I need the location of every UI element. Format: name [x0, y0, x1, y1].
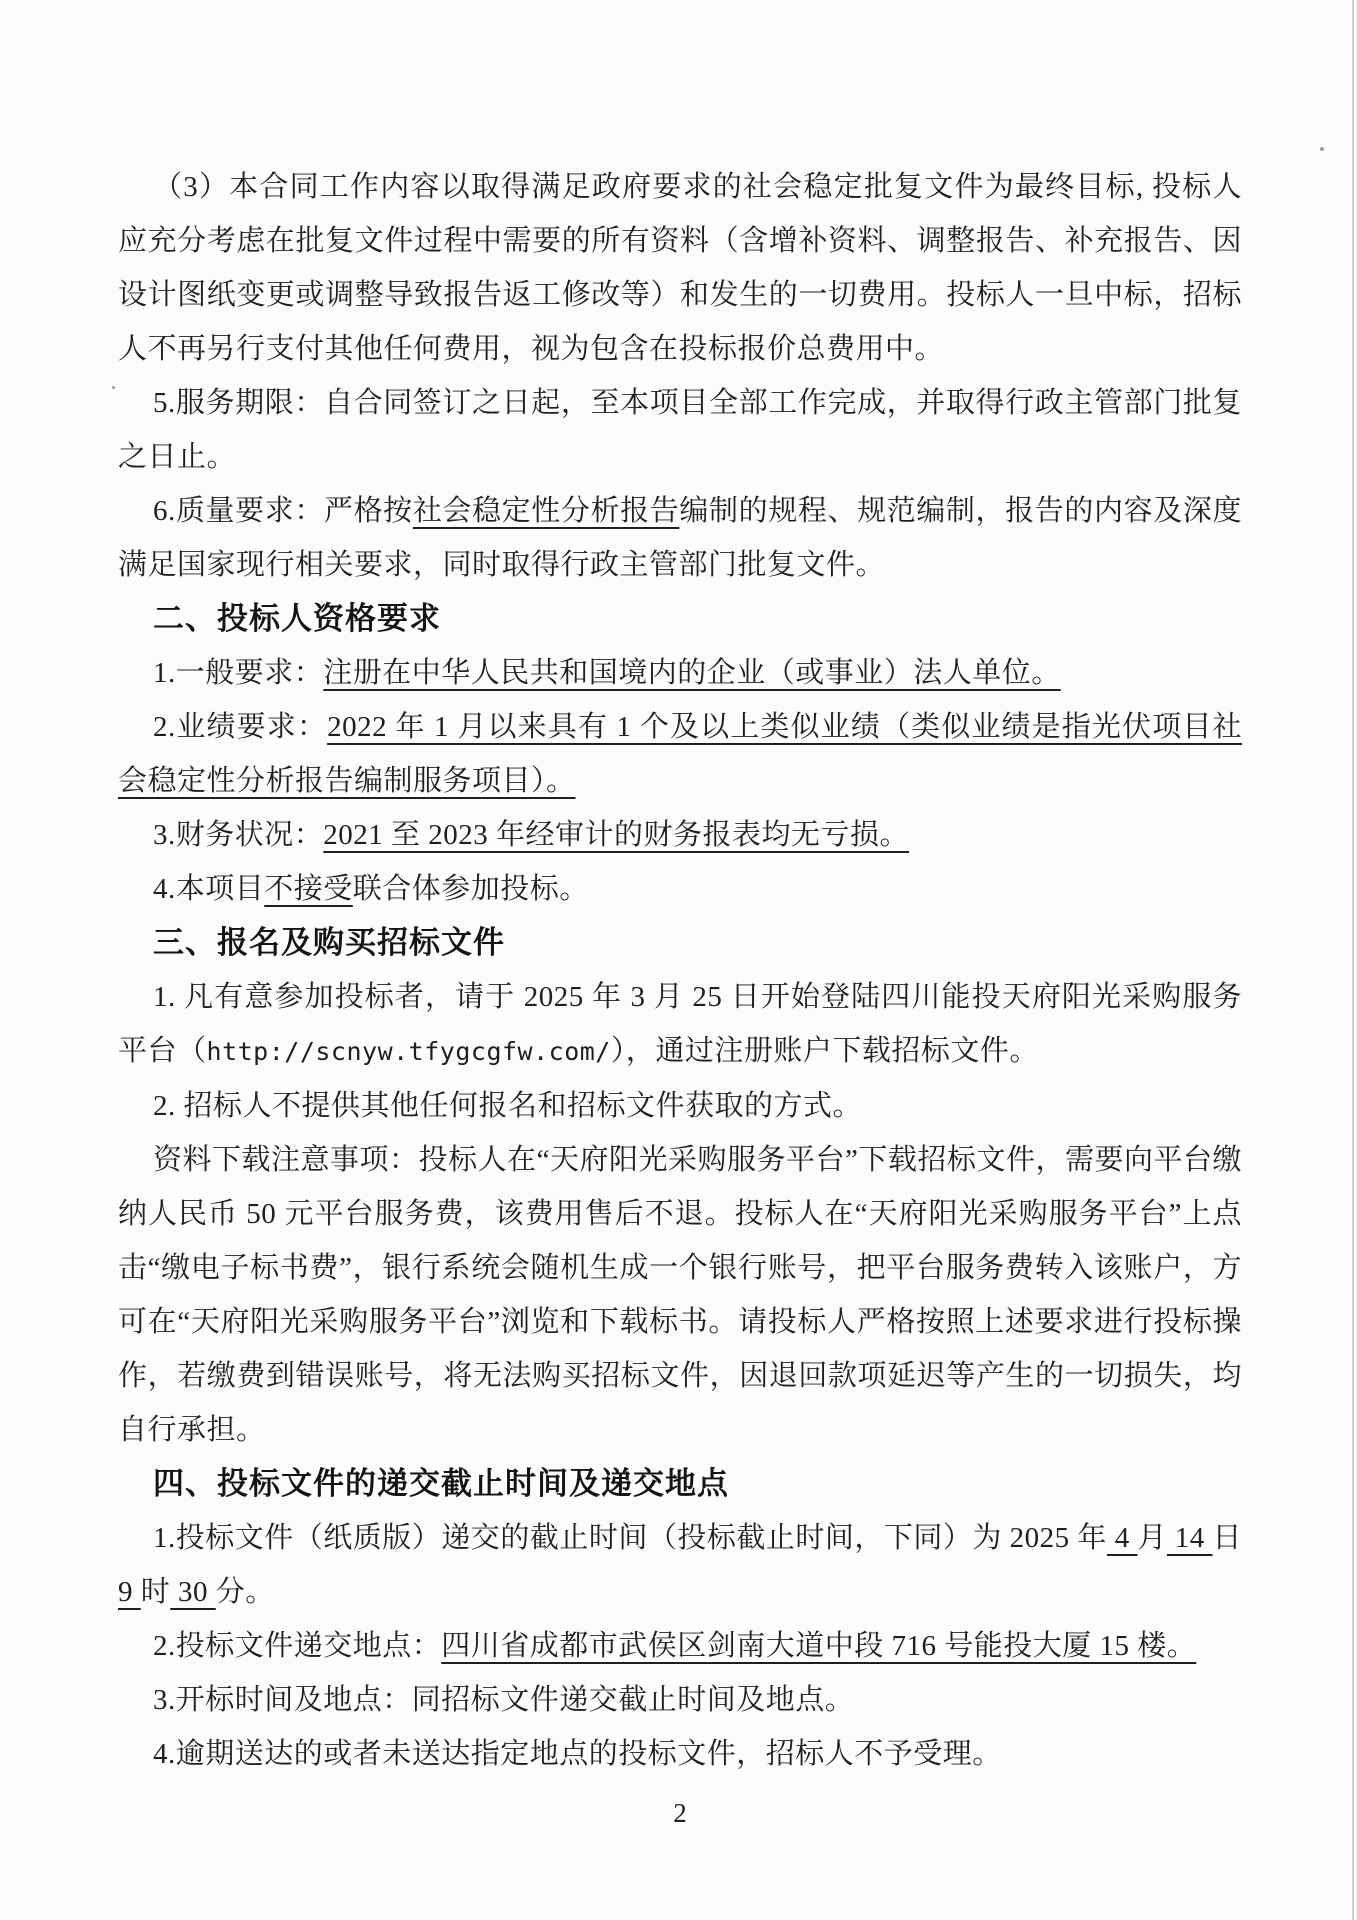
para-deadline-time-segment: 日: [1212, 1522, 1242, 1554]
para-opening-time-place: [118, 1673, 1242, 1727]
scan-edge-line: [1352, 0, 1354, 1920]
scan-speck: [1320, 147, 1324, 151]
para-no-consortium-segment: 不接受: [264, 873, 353, 905]
para-deadline-time: [118, 1511, 1242, 1619]
para-registration-platform-segment: ），通过注册账户下载招标文件。: [610, 1035, 1039, 1067]
para-deadline-time-segment: 4: [1106, 1522, 1138, 1554]
para-late-delivery: [118, 1727, 1242, 1781]
heading-bidder-qualification: 二、投标人资格要求: [153, 601, 441, 636]
para-download-notes: [118, 1133, 1242, 1457]
para-no-consortium-segment: 4.本项目: [153, 873, 265, 905]
para-financial-status-segment: 3.财务状况：: [153, 819, 324, 851]
para-general-requirement-segment: 1.一般要求：: [153, 657, 324, 689]
para-deadline-time-segment: 月: [1137, 1522, 1167, 1554]
para-contract-scope-segment: （3）本合同工作内容以取得满足政府要求的社会稳定批复文件为最终目标, 投标人应充分考虑在批复文件过程中需要的所有资料（含增补资料、调整报告、补充报告、因设计图纸变更或调整导致报告返工修改等）和发生的一切费用。投标人一旦中标，招标人不再另行支付其他任何费用，视为包含在投标报价总费用中。: [118, 171, 1242, 365]
para-service-period: [118, 376, 1242, 484]
para-quality-requirement: [118, 484, 1242, 592]
para-service-period-segment: 5.服务期限：自合同签订之日起，至本项目全部工作完成，并取得行政主管部门批复之日止。: [118, 387, 1242, 473]
para-submission-place: [118, 1619, 1242, 1673]
para-opening-time-place-segment: 3.开标时间及地点：同招标文件递交截止时间及地点。: [153, 1684, 855, 1716]
para-registration-platform-segment: 1. 凡有意参加投标者，请于 2025 年 3 月 25 日开始登陆四川能投天府阳光采购服务平台（: [118, 981, 1242, 1067]
para-deadline-time-segment: 14: [1166, 1522, 1213, 1554]
para-no-other-way: [118, 1079, 1242, 1133]
page-number: 2: [673, 1798, 687, 1828]
document-body: [118, 160, 1242, 1781]
para-submission-place-segment: 2.投标文件递交地点：: [153, 1630, 442, 1662]
para-financial-status: [118, 808, 1242, 862]
para-registration-platform-segment: http://scnyw.tfygcgfw.com/: [206, 1037, 611, 1066]
para-general-requirement-segment: 注册在中华人民共和国境内的企业（或事业）法人单位。: [323, 657, 1061, 689]
para-general-requirement: [118, 646, 1242, 700]
para-deadline-time-segment: 9: [118, 1576, 141, 1608]
para-contract-scope: [118, 160, 1242, 376]
para-quality-requirement-segment: 社会稳定性分析报告: [412, 495, 680, 527]
para-deadline-time-segment: 30: [170, 1576, 216, 1608]
para-registration-platform: [118, 970, 1242, 1079]
para-performance-requirement-segment: 2.业绩要求：: [153, 711, 328, 743]
heading-registration-purchase: 三、报名及购买招标文件: [153, 925, 505, 960]
para-deadline-time-segment: 1.投标文件（纸质版）递交的截止时间（投标截止时间，下同）为 2025 年: [153, 1522, 1107, 1554]
scan-speck: [112, 386, 115, 389]
para-late-delivery-segment: 4.逾期送达的或者未送达指定地点的投标文件，招标人不予受理。: [153, 1738, 1002, 1770]
para-financial-status-segment: 2021 至 2023 年经审计的财务报表均无亏损。: [323, 819, 910, 851]
para-submission-place-segment: 四川省成都市武侯区剑南大道中段 716 号能投大厦 15 楼。: [441, 1630, 1197, 1662]
heading-submission-deadline: 四、投标文件的递交截止时间及递交地点: [153, 1466, 729, 1501]
para-download-notes-segment: 资料下载注意事项：投标人在“天府阳光采购服务平台”下载招标文件，需要向平台缴纳人民币 50 元平台服务费，该费用售后不退。投标人在“天府阳光采购服务平台”上点击“缴电子标书费”，银行系统会随机生成一个银行账号，把平台服务费转入该账户，方可在“天府阳光采购服务平台”浏览和下载标书。请投标人严格按照上述要求进行投标操作，若缴费到错误账号，将无法购买招标文件，因退回款项延迟等产生的一切损失，均自行承担。: [118, 1144, 1242, 1446]
para-no-consortium-segment: 联合体参加投标。: [352, 873, 589, 905]
para-deadline-time-segment: 分。: [215, 1576, 275, 1608]
para-quality-requirement-segment: 6.质量要求：严格按: [153, 495, 413, 527]
para-performance-requirement: [118, 700, 1242, 808]
para-quality-requirement-segment: 编制的规程、规范编制，报告的内容及深度满足国家现行相关要求，同时取得行政主管部门批复文件。: [118, 495, 1242, 581]
para-no-other-way-segment: 2. 招标人不提供其他任何报名和招标文件获取的方式。: [153, 1090, 863, 1122]
para-deadline-time-segment: 时: [140, 1576, 171, 1608]
para-no-consortium: [118, 862, 1242, 916]
para-performance-requirement-segment: 2022 年 1 月以来具有 1 个及以上类似业绩（类似业绩是指光伏项目社会稳定性分析报告编制服务项目）。: [118, 711, 1242, 797]
